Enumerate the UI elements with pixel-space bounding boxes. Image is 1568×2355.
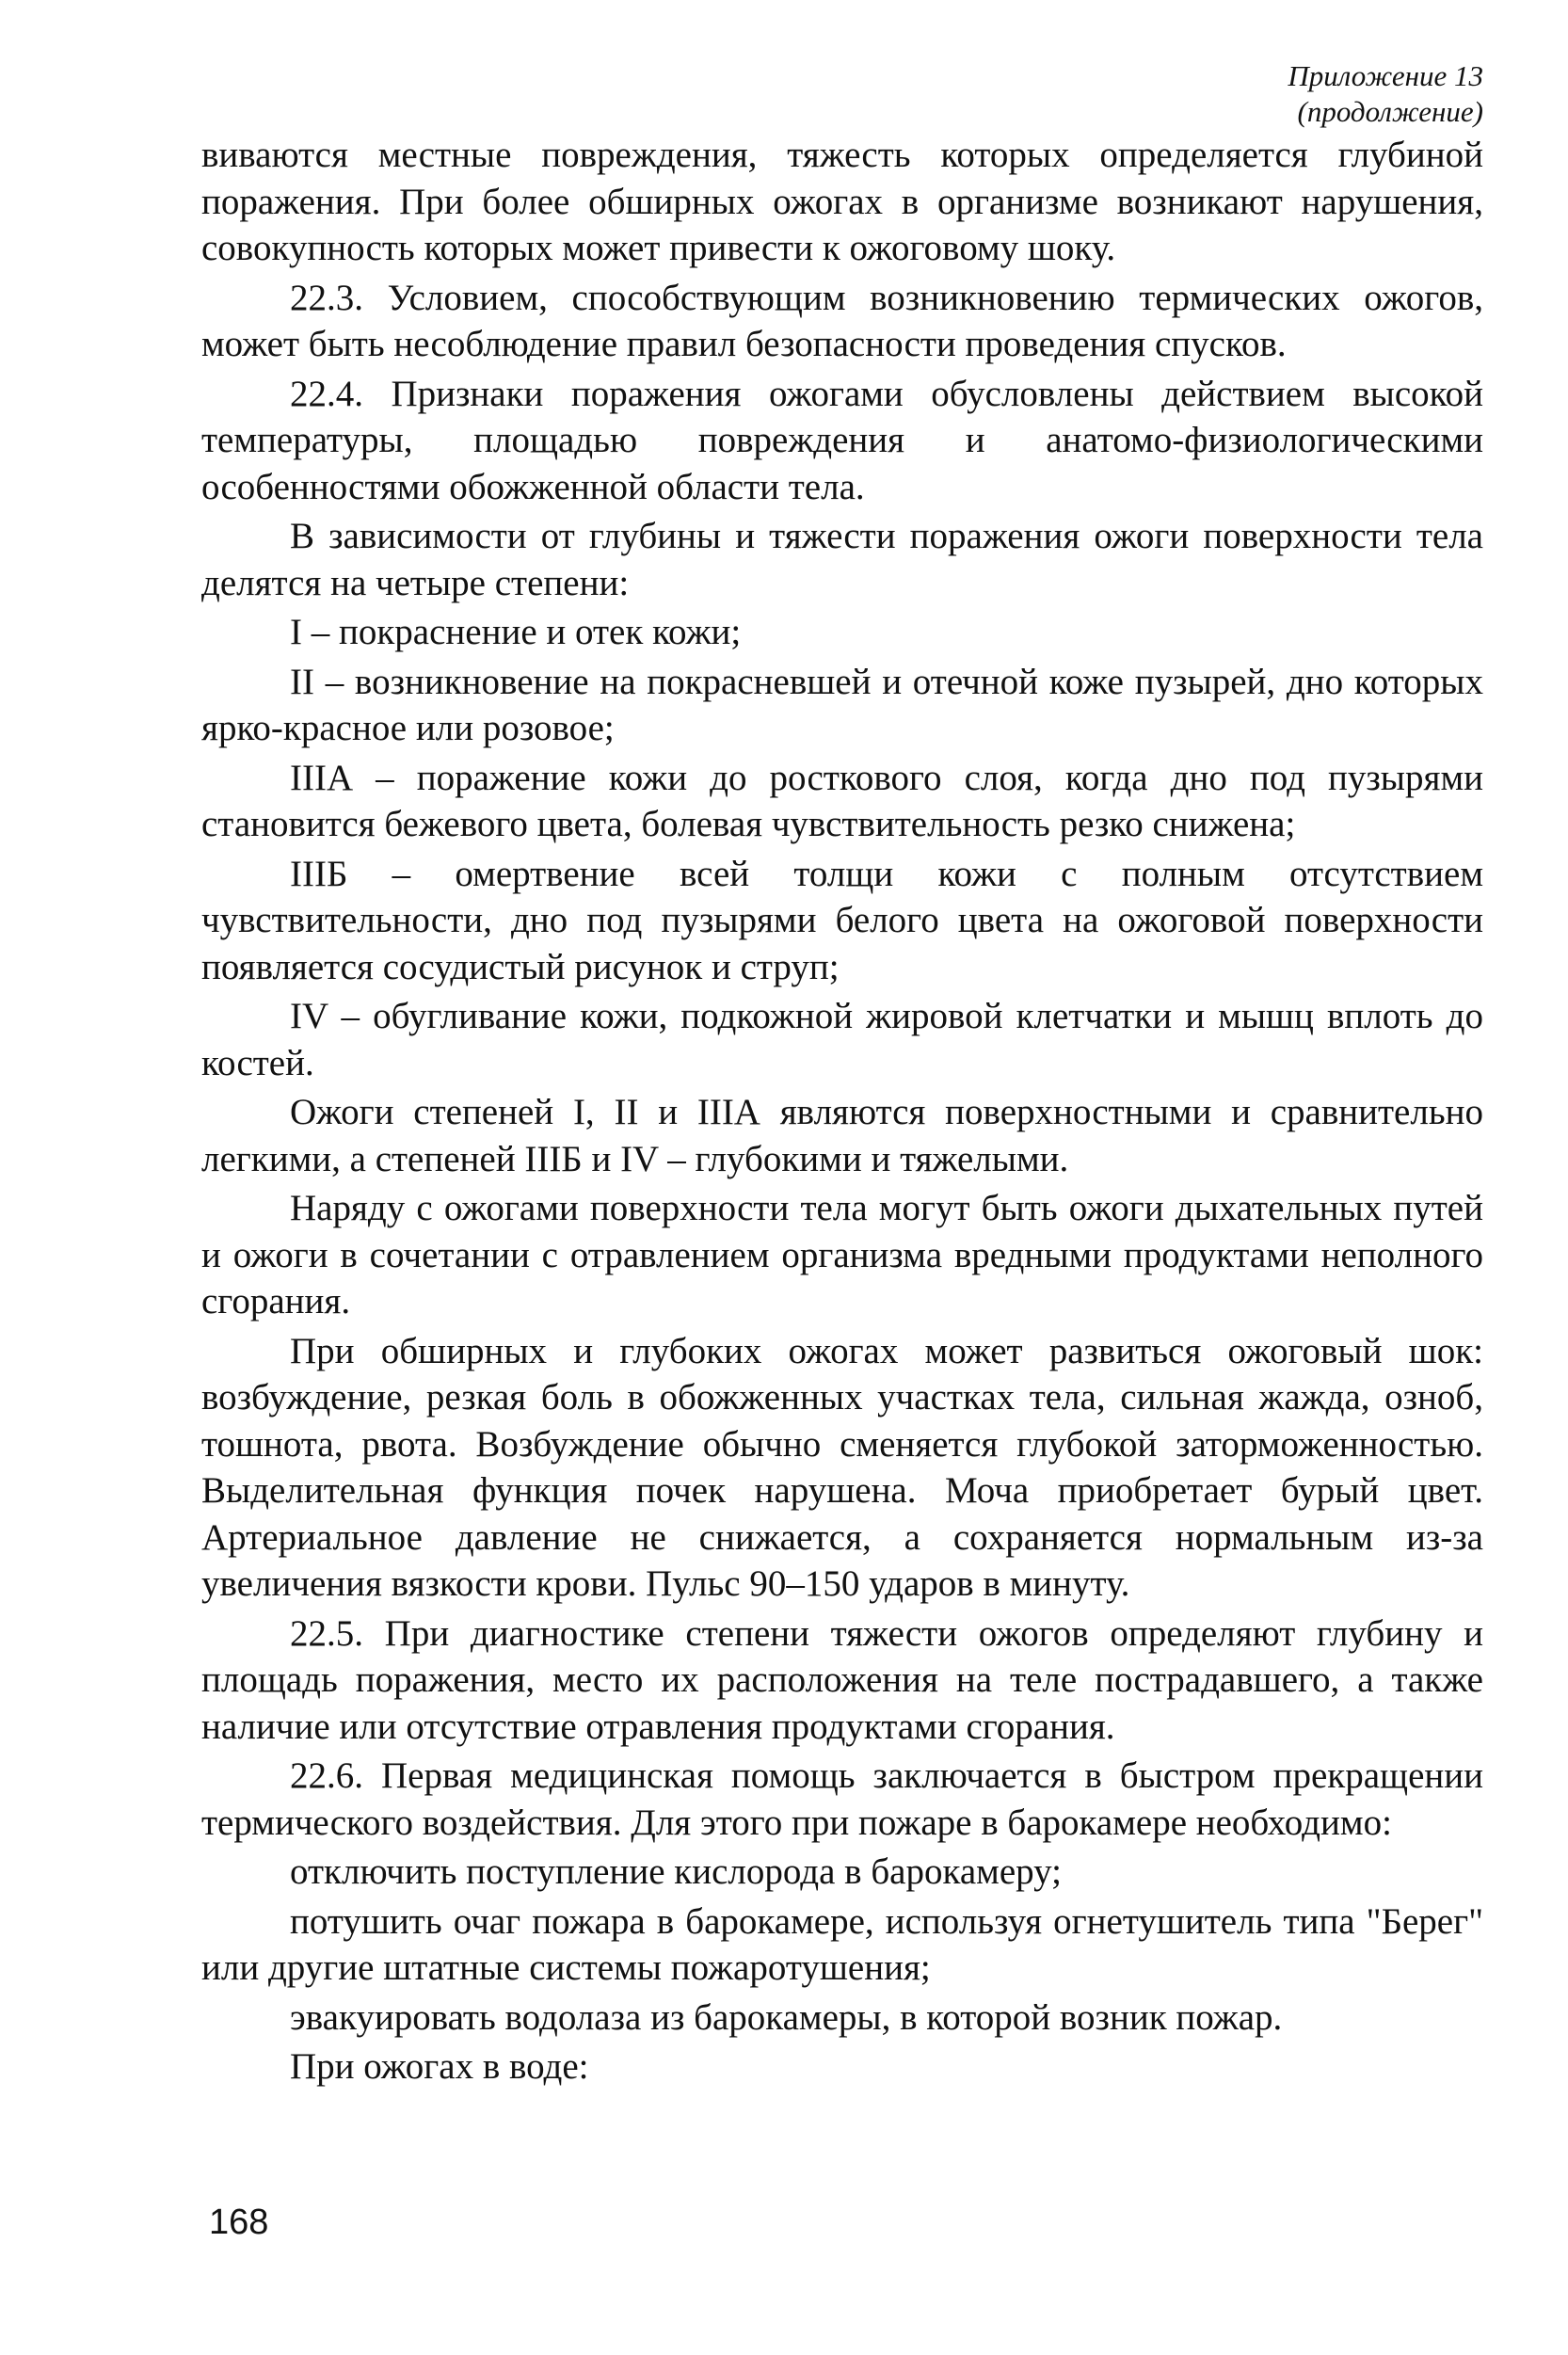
degree-1-item: I – покраснение и отек кожи; bbox=[290, 612, 742, 652]
appendix-label: Приложение 13 bbox=[1288, 59, 1483, 92]
action-item-evacuate: эвакуировать водолаза из барокамеры, в которой возник пожар. bbox=[290, 1996, 1283, 2038]
paragraph-burn-shock: При обширных и глубоких ожогах может развиться ожоговый шок: возбуждение, резкая боль в обожженных участках тела, сильная жажда, озноб, тошнота, рвота. Возбуждение обычно сменяется глубокой заторможенностью. Выделительная функция почек нарушена. Моча приобретает бурый цвет. Артериальное давление не снижается, а сохраняется нормальным из-за увеличения вязкости крови. Пульс 90–150 ударов в минуту. bbox=[201, 1330, 1483, 1604]
paragraph-burn-degrees-intro: В зависимости от глубины и тяжести поражения ожоги поверхности тела делятся на четыре степени: bbox=[201, 516, 1483, 603]
paragraph-degree-classification: Ожоги степеней I, II и IIIА являются поверхностными и сравнительно легкими, а степеней IIIБ и IV – глубокими и тяжелыми. bbox=[201, 1092, 1483, 1179]
degree-2-item: II – возникновение на покрасневшей и отечной коже пузырей, дно которых ярко-красное или розовое; bbox=[201, 661, 1483, 748]
action-item-extinguish: потушить очаг пожара в барокамере, используя огнетушитель типа "Берег" или другие штатные системы пожаротушения; bbox=[201, 1900, 1483, 1988]
body-text bbox=[201, 132, 1483, 2093]
page-header bbox=[1288, 58, 1483, 130]
paragraph-respiratory-burns: Наряду с ожогами поверхности тела могут быть ожоги дыхательных путей и ожоги в сочетании с отравлением организма вредными продуктами неполного сгорания. bbox=[201, 1188, 1483, 1322]
paragraph-22-3: 22.3. Условием, способствующим возникновению термических ожогов, может быть несоблюдение правил безопасности проведения спусков. bbox=[201, 277, 1483, 364]
page-number: 168 bbox=[209, 2203, 269, 2242]
paragraph-22-4: 22.4. Признаки поражения ожогами обусловлены действием высокой температуры, площадью повреждения и анатомо-физиологическими особенностями обожженной области тела. bbox=[201, 373, 1483, 507]
action-item-oxygen: отключить поступление кислорода в барокамеру; bbox=[290, 1851, 1062, 1892]
continuation-label: (продолжение) bbox=[1297, 95, 1483, 128]
degree-3b-item: IIIБ – омертвение всей толщи кожи с полным отсутствием чувствительности, дно под пузырями белого цвета на ожоговой поверхности появляется сосудистый рисунок и струп; bbox=[201, 853, 1483, 987]
paragraph-22-5: 22.5. При диагностике степени тяжести ожогов определяют глубину и площадь поражения, место их расположения на теле пострадавшего, а также наличие или отсутствие отравления продуктами сгорания. bbox=[201, 1612, 1483, 1747]
degree-3a-item: IIIА – поражение кожи до росткового слоя, когда дно под пузырями становится бежевого цвета, болевая чувствительность резко снижена; bbox=[201, 757, 1483, 844]
paragraph-continuation: виваются местные повреждения, тяжесть которых определяется глубиной поражения. При более обширных ожогах в организме возникают нарушения, совокупность которых может привести к ожоговому шоку. bbox=[201, 135, 1483, 268]
paragraph-22-6: 22.6. Первая медицинская помощь заключается в быстром прекращении термического воздействия. Для этого при пожаре в барокамере необходимо: bbox=[201, 1755, 1483, 1843]
degree-4-item: IV – обугливание кожи, подкожной жировой клетчатки и мышц вплоть до костей. bbox=[201, 996, 1483, 1083]
paragraph-water-burns: При ожогах в воде: bbox=[290, 2046, 589, 2087]
